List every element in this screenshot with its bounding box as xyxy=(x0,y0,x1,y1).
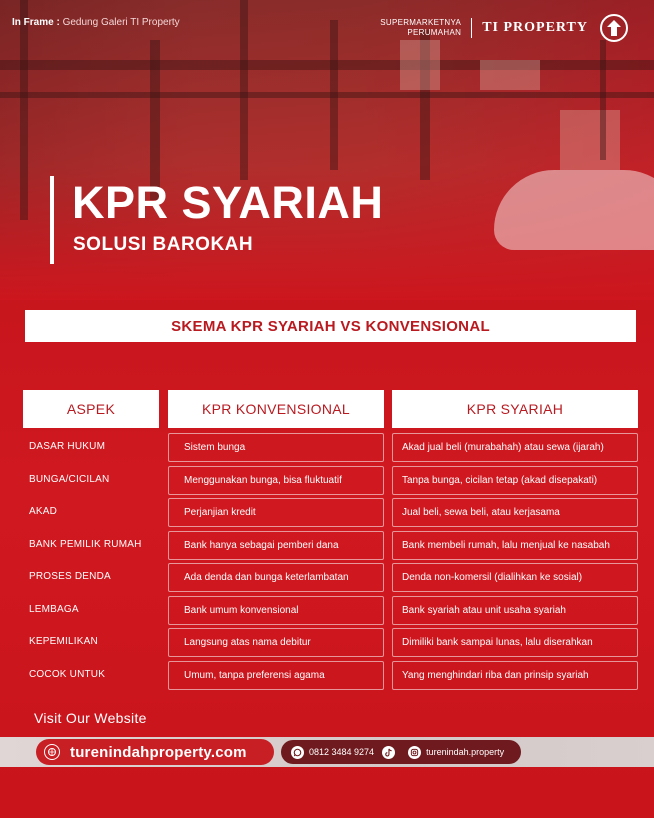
brand-block xyxy=(380,14,628,42)
instagram-icon[interactable] xyxy=(408,746,421,759)
row-aspek: LEMBAGA xyxy=(29,603,79,615)
row-syariah: Denda non-komersil (dialihkan ke sosial) xyxy=(392,563,638,592)
website-link[interactable] xyxy=(36,739,274,765)
row-aspek: AKAD xyxy=(29,506,58,517)
visit-website-label: Visit Our Website xyxy=(34,710,147,726)
table-row xyxy=(0,628,654,661)
comparison-table xyxy=(0,433,654,693)
brand-name: TI PROPERTY xyxy=(482,20,588,35)
in-frame-label: In Frame : xyxy=(12,17,60,28)
table-row xyxy=(0,596,654,629)
in-frame-value: Gedung Galeri TI Property xyxy=(62,17,180,28)
row-konvensional: Umum, tanpa preferensi agama xyxy=(168,661,384,690)
row-konvensional: Langsung atas nama debitur xyxy=(168,628,384,657)
brand-tagline-line2: PERUMAHAN xyxy=(407,28,462,37)
column-header-konvensional: KPR KONVENSIONAL xyxy=(168,390,384,428)
table-row xyxy=(0,498,654,531)
row-konvensional: Ada denda dan bunga keterlambatan xyxy=(168,563,384,592)
row-syariah: Akad jual beli (murabahah) atau sewa (ijarah) xyxy=(392,433,638,462)
scheme-title: SKEMA KPR SYARIAH VS KONVENSIONAL xyxy=(25,310,636,342)
row-konvensional: Perjanjian kredit xyxy=(168,498,384,527)
row-syariah: Tanpa bunga, cicilan tetap (akad disepakati) xyxy=(392,466,638,495)
row-konvensional: Menggunakan bunga, bisa fluktuatif xyxy=(168,466,384,495)
website-url: turenindahproperty.com xyxy=(70,743,247,761)
row-konvensional: Bank umum konvensional xyxy=(168,596,384,625)
hero-title: KPR SYARIAH xyxy=(72,177,384,228)
globe-logo-icon xyxy=(44,744,60,760)
row-konvensional: Bank hanya sebagai pemberi dana xyxy=(168,531,384,560)
column-header-aspek: ASPEK xyxy=(23,390,159,428)
row-aspek: DASAR HUKUM xyxy=(29,441,106,452)
row-aspek: COCOK UNTUK xyxy=(29,668,106,680)
table-row xyxy=(0,433,654,466)
hero-accent-bar xyxy=(50,176,54,264)
table-row xyxy=(0,466,654,499)
row-syariah: Yang menghindari riba dan prinsip syariah xyxy=(392,661,638,690)
row-aspek: BUNGA/CICILAN xyxy=(29,473,110,485)
column-header-syariah: KPR SYARIAH xyxy=(392,390,638,428)
hero-subtitle: SOLUSI BAROKAH xyxy=(73,234,254,255)
row-aspek: PROSES DENDA xyxy=(29,571,111,582)
house-arrow-icon xyxy=(600,14,628,42)
table-row xyxy=(0,563,654,596)
row-syariah: Jual beli, sewa beli, atau kerjasama xyxy=(392,498,638,527)
brand-tagline-line1: SUPERMARKETNYA xyxy=(380,18,462,27)
table-row xyxy=(0,531,654,564)
social-handle[interactable]: turenindah.property xyxy=(426,747,505,757)
in-frame-caption xyxy=(12,17,180,28)
table-row xyxy=(0,661,654,694)
tiktok-icon[interactable] xyxy=(382,746,395,759)
whatsapp-icon[interactable] xyxy=(291,746,304,759)
row-syariah: Bank membeli rumah, lalu menjual ke nasabah xyxy=(392,531,638,560)
row-syariah: Dimiliki bank sampai lunas, lalu diserahkan xyxy=(392,628,638,657)
row-konvensional: Sistem bunga xyxy=(168,433,384,462)
brand-tagline xyxy=(380,18,472,38)
phone-number[interactable]: 0812 3484 9274 xyxy=(309,747,375,757)
contact-bar xyxy=(281,740,521,764)
row-aspek: KEPEMILIKAN xyxy=(29,636,98,647)
row-aspek: BANK PEMILIK RUMAH xyxy=(29,538,142,550)
row-syariah: Bank syariah atau unit usaha syariah xyxy=(392,596,638,625)
